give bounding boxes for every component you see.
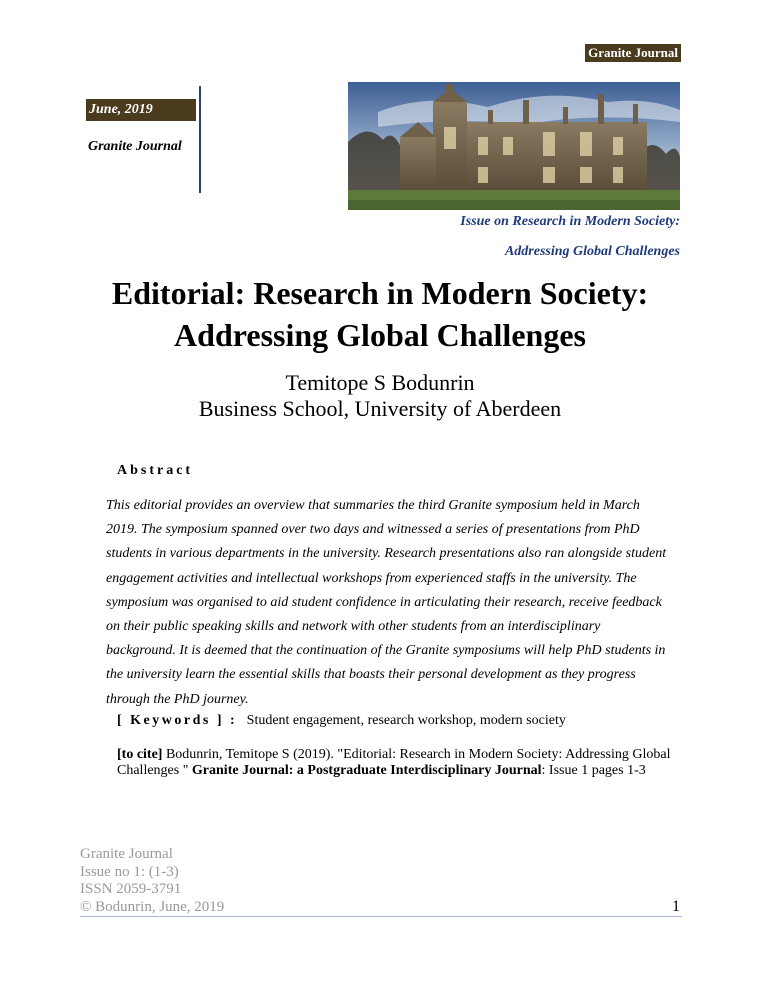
footer-issn: ISSN 2059-3791 (80, 881, 182, 897)
abstract-text: This editorial provides an overview that summaries the third Granite symposium held in March 2019. The symposium spanned over two days and witnessed a series of presentations from PhD students in various departments in the university. Research presentations also ran alongside student engagement activities and intellectual workshops from experienced staffs in the university. The symposium was organised to aid student confidence in articulating their research, receive feedback on their public speaking skills and network with other students from an interdisciplinary background. It is deemed that the continuation of the Granite symposiums will help PhD students in the university learn the essential skills that boasts their personal development as they progress through the PhD journey. (106, 498, 667, 707)
footer-copyright: © Bodunrin, June, 2019 (80, 898, 225, 915)
page-number: 1 (672, 898, 680, 915)
title-line-2: Addressing Global Challenges (174, 317, 586, 353)
citation (117, 747, 677, 779)
banner-image (348, 82, 680, 210)
header-divider (199, 86, 201, 193)
side-journal-name: Granite Journal (88, 139, 182, 154)
article-title (60, 272, 700, 356)
author-affiliation: Business School, University of Aberdeen (198, 396, 562, 421)
keywords-label: [ Keywords ] : (117, 713, 238, 728)
issue-line-2: Addressing Global Challenges (504, 244, 680, 259)
abstract-heading: Abstract (117, 463, 194, 478)
title-line-1: Editorial: Research in Modern Society: (111, 275, 649, 311)
cite-journal: Granite Journal: a Postgraduate Interdisciplinary Journal (191, 763, 542, 778)
keywords-value: Student engagement, research workshop, modern society (246, 713, 566, 728)
journal-badge: Granite Journal (585, 44, 681, 62)
keywords-line (117, 713, 566, 729)
issue-date: June, 2019 (86, 99, 196, 121)
issue-line-1: Issue on Research in Modern Society: (460, 214, 680, 229)
author-block (60, 370, 700, 422)
footer-journal: Granite Journal (80, 846, 173, 862)
footer-issue: Issue no 1: (1-3) (80, 863, 179, 880)
footer-info (80, 846, 224, 916)
cite-text-1: Bodunrin, Temitope S (2019). "Editorial: Research in Modern Society: Addressing Global Challenges " (117, 747, 671, 778)
cite-label: [to cite] (117, 747, 163, 762)
author-name: Temitope S Bodunrin (285, 370, 475, 395)
cite-text-2: : Issue 1 pages 1-3 (541, 763, 646, 778)
footer-rule (80, 916, 682, 917)
